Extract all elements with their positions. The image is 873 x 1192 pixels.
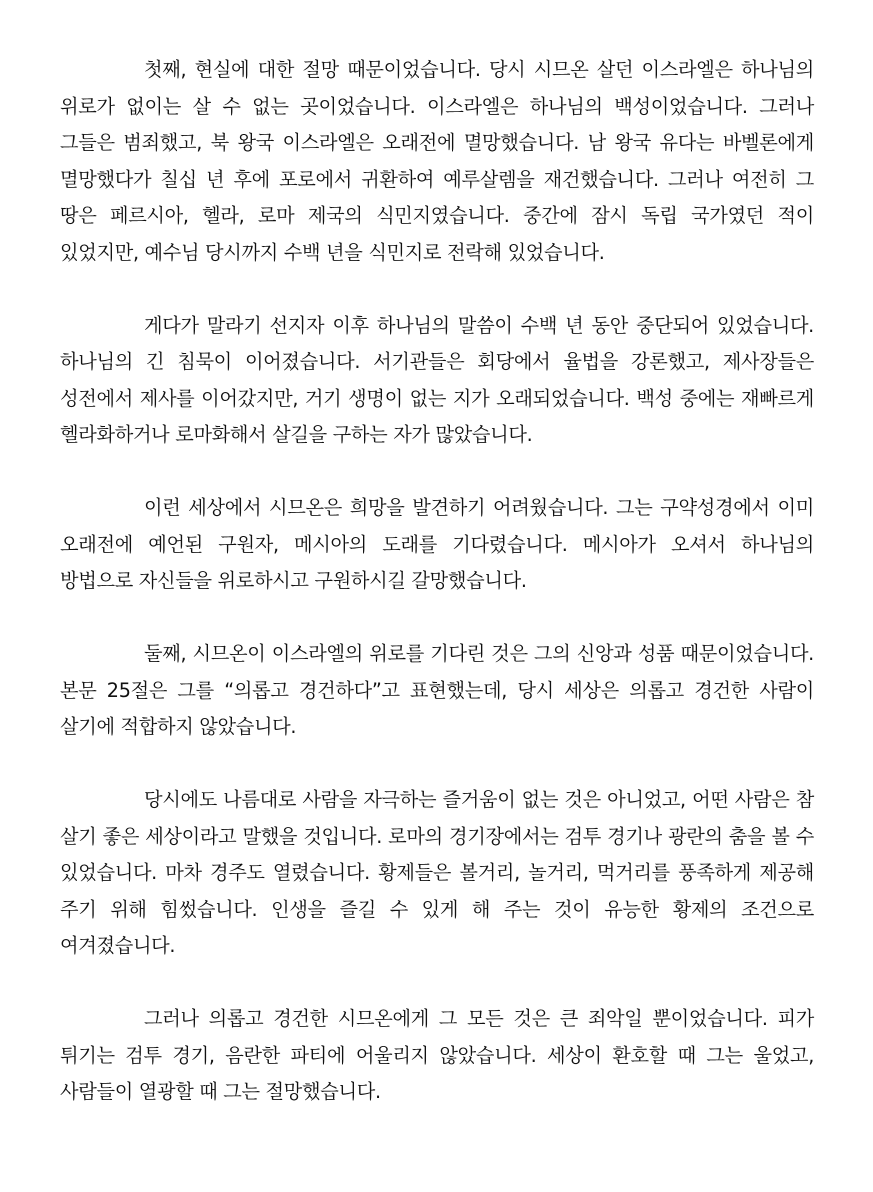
paragraph-6: 그러나 의롭고 경건한 시므온에게 그 모든 것은 큰 죄악일 뿐이었습니다. 피가 튀기는 검투 경기, 음란한 파티에 어울리지 않았습니다. 세상이 환호할 때 그는 울었고, 사람들이 열광할 때 그는 절망했습니다.: [60, 1007, 814, 1103]
paragraph-5: 당시에도 나름대로 사람을 자극하는 즐거움이 없는 것은 아니었고, 어떤 사람은 참 살기 좋은 세상이라고 말했을 것입니다. 로마의 경기장에서는 검투 경기나 광란의 춤을 볼 수 있었습니다. 마차 경주도 열렸습니다. 황제들은 볼거리, 놀거리, 먹거리를 풍족하게 제공해 주기 위해 힘썼습니다. 인생을 즐길 수 있게 해 주는 것이 유능한 황제의 조건으로 여겨졌습니다.: [60, 788, 814, 957]
paragraph-1: 첫째, 현실에 대한 절망 때문이었습니다. 당시 시므온 살던 이스라엘은 하나님의 위로가 없이는 살 수 없는 곳이었습니다. 이스라엘은 하나님의 백성이었습니다. 그러나 그들은 범죄했고, 북 왕국 이스라엘은 오래전에 멸망했습니다. 남 왕국 유다는 바벨론에게 멸망했다가 칠십 년 후에 포로에서 귀환하여 예루살렘을 재건했습니다. 그러나 여전히 그 땅은 페르시아, 헬라, 로마 제국의 식민지였습니다. 중간에 잠시 독립 국가였던 적이 있었지만, 예수님 당시까지 수백 년을 식민지로 전락해 있었습니다.: [60, 58, 814, 264]
paragraph-2: 게다가 말라기 선지자 이후 하나님의 말씀이 수백 년 동안 중단되어 있었습니다. 하나님의 긴 침묵이 이어졌습니다. 서기관들은 회당에서 율법을 강론했고, 제사장들은 성전에서 제사를 이어갔지만, 거기 생명이 없는 지가 오래되었습니다. 백성 중에는 재빠르게 헬라화하거나 로마화해서 살길을 구하는 자가 많았습니다.: [60, 313, 814, 446]
paragraph-4: 둘째, 시므온이 이스라엘의 위로를 기다린 것은 그의 신앙과 성품 때문이었습니다. 본문 25절은 그를 “의롭고 경건하다”고 표현했는데, 당시 세상은 의롭고 경건한 사람이 살기에 적합하지 않았습니다.: [60, 642, 814, 738]
paragraph-3: 이런 세상에서 시므온은 희망을 발견하기 어려웠습니다. 그는 구약성경에서 이미 오래전에 예언된 구원자, 메시아의 도래를 기다렸습니다. 메시아가 오셔서 하나님의 방법으로 자신들을 위로하시고 구원하시길 갈망했습니다.: [60, 496, 814, 592]
document-body: [60, 52, 814, 1147]
